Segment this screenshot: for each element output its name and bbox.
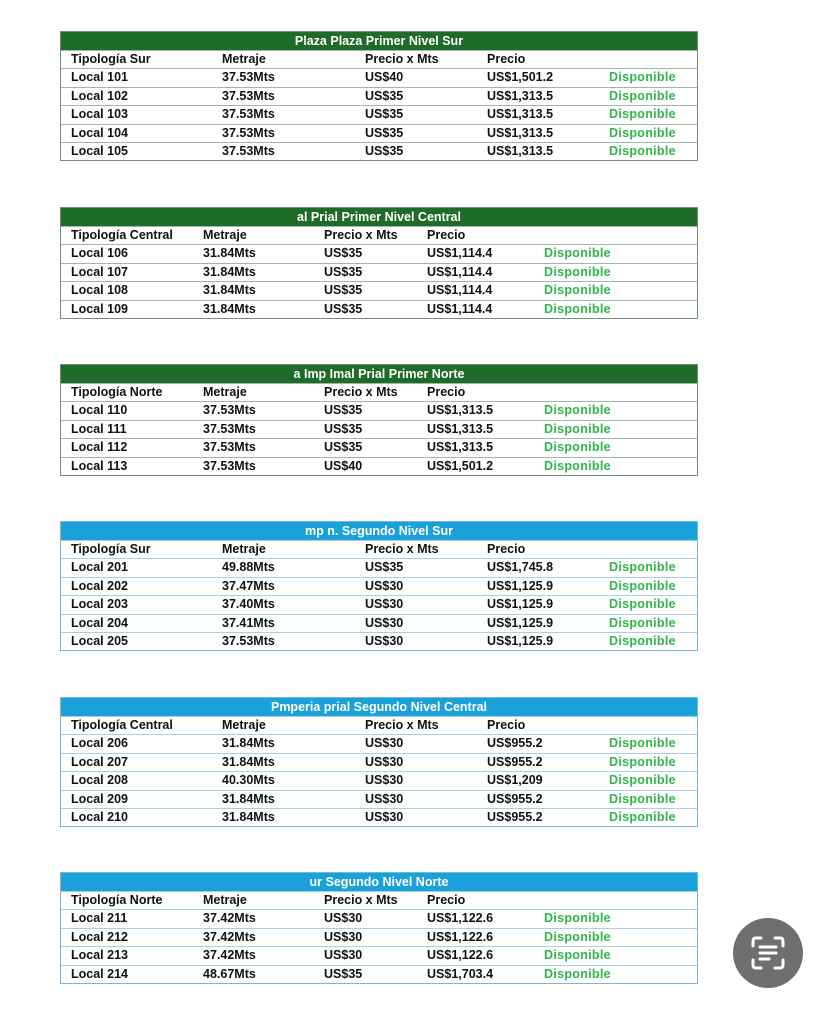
cell-status: Disponible [544,246,611,261]
table-row [61,281,697,299]
header-cell: Precio [427,228,466,242]
scan-text-icon [749,934,787,972]
cell-status: Disponible [609,615,676,630]
cell-precio: US$1,313.5 [427,403,494,418]
cell-precio: US$1,114.4 [427,264,493,279]
table-row [61,124,697,142]
cell-local: Local 107 [71,264,128,279]
cell-local: Local 208 [71,773,128,788]
table-title: mp n. Segundo Nivel Sur [61,522,697,540]
cell-precio: US$1,313.5 [427,421,494,436]
cell-local: Local 101 [71,70,128,85]
header-cell: Tipología Sur [71,542,151,556]
cell-metraje: 37.47Mts [222,578,275,593]
table-row [61,558,697,576]
cell-precio: US$1,501.2 [427,458,494,473]
cell-precio-mts: US$30 [324,911,363,926]
cell-status: Disponible [544,421,611,436]
cell-precio-mts: US$35 [324,421,363,436]
cell-precio: US$1,703.4 [427,966,494,981]
cell-status: Disponible [544,403,611,418]
cell-precio-mts: US$35 [324,246,363,261]
header-cell: Tipología Central [71,718,173,732]
header-cell: Precio x Mts [324,893,398,907]
table-row [61,808,697,826]
cell-metraje: 37.53Mts [203,458,256,473]
header-cell: Tipología Norte [71,385,163,399]
cell-precio: US$955.2 [487,736,543,751]
cell-precio-mts: US$30 [365,754,404,769]
table-row [61,753,697,771]
table-row [61,909,697,927]
cell-status: Disponible [609,70,676,85]
table-row [61,142,697,160]
cell-precio: US$1,313.5 [487,143,554,158]
cell-status: Disponible [544,966,611,981]
cell-metraje: 31.84Mts [203,246,256,261]
header-cell: Precio x Mts [324,385,398,399]
cell-precio: US$1,122.6 [427,911,494,926]
header-cell: Metraje [203,385,247,399]
cell-local: Local 201 [71,560,128,575]
cell-metraje: 31.84Mts [203,301,256,316]
cell-metraje: 37.53Mts [222,88,275,103]
cell-local: Local 112 [71,440,128,455]
cell-precio-mts: US$30 [365,615,404,630]
table-row [61,87,697,105]
table-row [61,438,697,456]
table-row [61,457,697,475]
table-row [61,263,697,281]
cell-local: Local 214 [71,966,128,981]
header-cell: Metraje [222,52,266,66]
header-row [61,891,697,909]
table-row [61,734,697,752]
table-row [61,595,697,613]
cell-precio-mts: US$40 [324,458,363,473]
cell-status: Disponible [544,264,611,279]
cell-precio-mts: US$30 [365,578,404,593]
cell-metraje: 37.53Mts [222,125,275,140]
cell-precio-mts: US$30 [365,791,404,806]
cell-local: Local 102 [71,88,128,103]
table-row [61,420,697,438]
cell-precio: US$1,501.2 [487,70,554,85]
cell-local: Local 206 [71,736,128,751]
cell-local: Local 210 [71,809,128,824]
cell-metraje: 31.84Mts [222,809,275,824]
cell-metraje: 37.53Mts [222,143,275,158]
cell-precio-mts: US$40 [365,70,404,85]
cell-status: Disponible [609,754,676,769]
cell-precio-mts: US$35 [324,301,363,316]
cell-status: Disponible [544,948,611,963]
cell-precio-mts: US$35 [324,283,363,298]
cell-local: Local 108 [71,283,128,298]
cell-metraje: 31.84Mts [222,791,275,806]
table-segundo-nivel-central [60,697,698,827]
cell-metraje: 37.41Mts [222,615,275,630]
cell-status: Disponible [609,560,676,575]
cell-status: Disponible [544,458,611,473]
header-cell: Precio x Mts [365,542,439,556]
table-row [61,300,697,318]
cell-metraje: 37.53Mts [203,440,256,455]
cell-precio: US$1,114.4 [427,246,493,261]
cell-precio: US$1,125.9 [487,633,554,648]
cell-precio: US$1,125.9 [487,578,554,593]
header-row [61,716,697,734]
table-title: ur Segundo Nivel Norte [61,873,697,891]
cell-precio: US$955.2 [487,791,543,806]
cell-status: Disponible [609,809,676,824]
cell-precio-mts: US$35 [324,966,363,981]
cell-metraje: 37.53Mts [222,107,275,122]
cell-local: Local 109 [71,301,128,316]
header-cell: Precio x Mts [365,52,439,66]
header-cell: Metraje [203,228,247,242]
cell-precio: US$1,125.9 [487,615,554,630]
table-row [61,790,697,808]
cell-precio: US$1,209 [487,773,543,788]
cell-metraje: 48.67Mts [203,966,256,981]
cell-precio-mts: US$35 [365,125,404,140]
cell-local: Local 111 [71,421,127,436]
table-row [61,401,697,419]
cell-precio: US$1,745.8 [487,560,554,575]
cell-precio-mts: US$35 [324,264,363,279]
cell-status: Disponible [609,143,676,158]
cell-local: Local 205 [71,633,128,648]
cell-local: Local 110 [71,403,128,418]
cell-precio-mts: US$30 [365,736,404,751]
table-segundo-nivel-norte [60,872,698,984]
cell-status: Disponible [544,929,611,944]
cell-precio: US$1,125.9 [487,597,554,612]
cell-status: Disponible [544,911,611,926]
cell-local: Local 104 [71,125,128,140]
cell-precio: US$1,122.6 [427,948,494,963]
cell-status: Disponible [544,301,611,316]
cell-precio-mts: US$30 [324,948,363,963]
header-cell: Tipología Norte [71,893,163,907]
cell-local: Local 113 [71,458,128,473]
cell-metraje: 31.84Mts [222,736,275,751]
cell-status: Disponible [609,773,676,788]
cell-metraje: 31.84Mts [203,283,256,298]
cell-metraje: 49.88Mts [222,560,275,575]
cell-precio-mts: US$30 [324,929,363,944]
cell-local: Local 203 [71,597,128,612]
header-row [61,226,697,244]
table-segundo-nivel-sur [60,521,698,651]
header-cell: Precio [427,893,466,907]
table-title: al Prial Primer Nivel Central [61,208,697,226]
cell-status: Disponible [544,283,611,298]
cell-precio: US$1,313.5 [487,107,554,122]
cell-metraje: 37.53Mts [222,70,275,85]
cell-precio: US$955.2 [487,754,543,769]
table-row [61,771,697,789]
cell-metraje: 37.40Mts [222,597,275,612]
cell-precio-mts: US$30 [365,809,404,824]
table-primer-nivel-central [60,207,698,319]
header-cell: Precio x Mts [324,228,398,242]
cell-local: Local 211 [71,911,128,926]
table-row [61,614,697,632]
header-cell: Precio [427,385,466,399]
table-primer-norte [60,364,698,476]
cell-precio: US$1,122.6 [427,929,494,944]
cell-precio: US$1,313.5 [487,88,554,103]
table-row [61,68,697,86]
cell-status: Disponible [609,125,676,140]
header-cell: Tipología Sur [71,52,151,66]
table-row [61,928,697,946]
table-row [61,946,697,964]
table-row [61,244,697,262]
cell-metraje: 37.53Mts [222,633,275,648]
cell-local: Local 204 [71,615,128,630]
cell-status: Disponible [609,578,676,593]
cell-precio: US$955.2 [487,809,543,824]
table-title: Pmperia prial Segundo Nivel Central [61,698,697,716]
table-title: a Imp Imal Prial Primer Norte [61,365,697,383]
cell-status: Disponible [609,597,676,612]
cell-local: Local 202 [71,578,128,593]
cell-precio-mts: US$35 [365,143,404,158]
cell-local: Local 103 [71,107,128,122]
header-row [61,50,697,68]
header-cell: Tipología Central [71,228,173,242]
cell-metraje: 37.42Mts [203,911,256,926]
cell-local: Local 106 [71,246,128,261]
cell-metraje: 37.53Mts [203,421,256,436]
table-row [61,577,697,595]
header-cell: Precio [487,542,526,556]
cell-local: Local 212 [71,929,128,944]
scan-text-button[interactable] [733,918,803,988]
table-row [61,105,697,123]
table-row [61,965,697,983]
cell-metraje: 31.84Mts [203,264,256,279]
cell-precio: US$1,313.5 [427,440,494,455]
header-row [61,383,697,401]
cell-status: Disponible [609,791,676,806]
cell-status: Disponible [544,440,611,455]
cell-local: Local 209 [71,791,128,806]
cell-precio: US$1,313.5 [487,125,554,140]
cell-precio-mts: US$35 [365,107,404,122]
cell-precio: US$1,114.4 [427,301,493,316]
cell-precio-mts: US$30 [365,633,404,648]
table-primer-nivel-sur [60,31,698,161]
cell-precio-mts: US$35 [324,440,363,455]
cell-metraje: 37.42Mts [203,929,256,944]
cell-status: Disponible [609,107,676,122]
header-cell: Metraje [203,893,247,907]
cell-metraje: 31.84Mts [222,754,275,769]
cell-metraje: 37.53Mts [203,403,256,418]
table-title: Plaza Plaza Primer Nivel Sur [61,32,697,50]
cell-precio-mts: US$30 [365,773,404,788]
cell-precio-mts: US$35 [365,560,404,575]
cell-metraje: 40.30Mts [222,773,275,788]
cell-precio: US$1,114.4 [427,283,493,298]
cell-status: Disponible [609,88,676,103]
cell-local: Local 105 [71,143,128,158]
cell-status: Disponible [609,633,676,648]
cell-precio-mts: US$35 [324,403,363,418]
cell-metraje: 37.42Mts [203,948,256,963]
header-cell: Precio [487,52,526,66]
header-cell: Metraje [222,542,266,556]
header-cell: Metraje [222,718,266,732]
cell-precio-mts: US$35 [365,88,404,103]
table-row [61,632,697,650]
header-row [61,540,697,558]
header-cell: Precio x Mts [365,718,439,732]
cell-local: Local 207 [71,754,128,769]
cell-precio-mts: US$30 [365,597,404,612]
cell-status: Disponible [609,736,676,751]
header-cell: Precio [487,718,526,732]
cell-local: Local 213 [71,948,128,963]
